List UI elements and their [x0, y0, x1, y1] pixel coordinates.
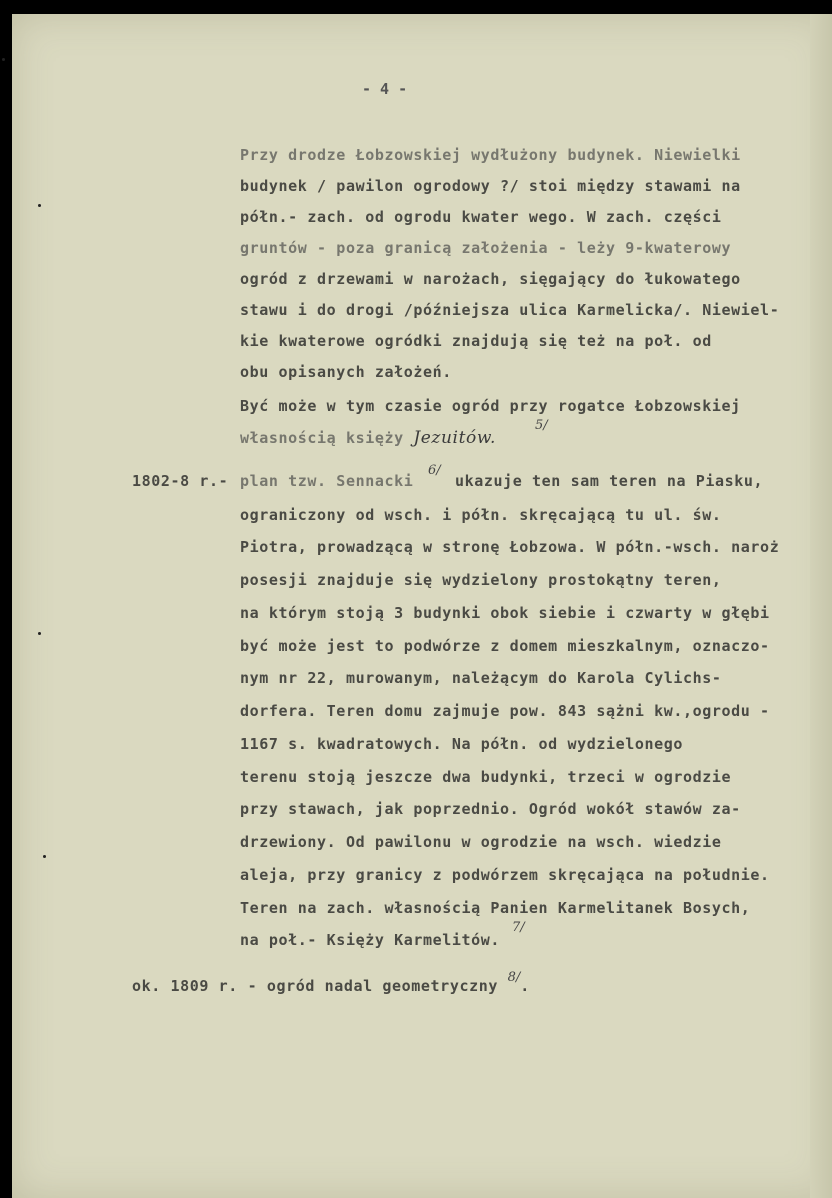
- text-line: drzewiony. Od pawilonu w ogrodzie na wsch. wiedzie: [240, 833, 722, 851]
- page-edge: [810, 14, 832, 1198]
- text-line: dorfera. Teren domu zajmuje pow. 843 sążni kw.,ogrodu -: [240, 702, 770, 720]
- text-line: na którym stoją 3 budynki obok siebie i czwarty w głębi: [240, 604, 770, 622]
- text-line: Być może w tym czasie ogród przy rogatce Łobzowskiej: [240, 397, 741, 415]
- handwritten-word: Jezuitów.: [413, 428, 496, 448]
- footnote-marker: 5/: [535, 418, 548, 433]
- text-line: 1167 s. kwadratowych. Na półn. od wydzielonego: [240, 735, 684, 753]
- text-line-tail: .: [520, 977, 530, 995]
- text-line: być może jest to podwórze z domem mieszkalnym, oznaczo-: [240, 637, 770, 655]
- text-line: własnością księży: [240, 429, 414, 447]
- entry-date: 1802-8 r.-: [132, 472, 229, 490]
- text-line: obu opisanych założeń.: [240, 363, 452, 381]
- speck-mark: [38, 632, 41, 635]
- footnote-marker: 7/: [512, 920, 525, 935]
- entry-1809: [132, 970, 530, 996]
- text-line: aleja, przy granicy z podwórzem skręcająca na południe.: [240, 866, 770, 884]
- footnote-marker: 6/: [428, 463, 441, 478]
- text-line: posesji znajduje się wydzielony prostokątny teren,: [240, 571, 722, 589]
- text-line: ok. 1809 r. - ogród nadal geometryczny: [132, 977, 508, 995]
- text-line-with-handwriting: [240, 428, 496, 448]
- text-line: kie kwaterowe ogródki znajdują się też na poł. od: [240, 332, 712, 350]
- text-line: terenu stoją jeszcze dwa budynki, trzeci w ogrodzie: [240, 768, 732, 786]
- text-line: półn.- zach. od ogrodu kwater wego. W zach. części: [240, 208, 722, 226]
- page-number: - 4 -: [362, 80, 408, 98]
- speck-mark: [43, 855, 46, 858]
- text-line: Teren na zach. własnością Panien Karmelitanek Bosych,: [240, 899, 751, 917]
- text-line: ograniczony od wsch. i półn. skręcającą tu ul. św.: [240, 506, 722, 524]
- text-line: przy stawach, jak poprzednio. Ogród wokół stawów za-: [240, 800, 741, 818]
- text-line: Piotra, prowadzącą w stronę Łobzowa. W półn.-wsch. naroż: [240, 538, 780, 556]
- text-line: plan tzw. Sennacki: [240, 472, 423, 490]
- speck-mark: [38, 204, 41, 207]
- text-line: ukazuje ten sam teren na Piasku,: [455, 472, 764, 490]
- text-line: budynek / pawilon ogrodowy ?/ stoi między stawami na: [240, 177, 741, 195]
- text-line: gruntów - poza granicą założenia - leży 9-kwaterowy: [240, 239, 732, 257]
- text-line: stawu i do drogi /późniejsza ulica Karmelicka/. Niewiel-: [240, 301, 780, 319]
- text-line: na poł.- Księży Karmelitów.: [240, 931, 501, 949]
- text-line: nym nr 22, murowanym, należącym do Karola Cylichs-: [240, 669, 722, 687]
- text-line: ogród z drzewami w narożach, sięgający do łukowatego: [240, 270, 741, 288]
- binding-mark: [2, 58, 5, 61]
- text-line: Przy drodze Łobzowskiej wydłużony budynek. Niewielki: [240, 146, 741, 164]
- footnote-marker: 8/: [507, 970, 521, 985]
